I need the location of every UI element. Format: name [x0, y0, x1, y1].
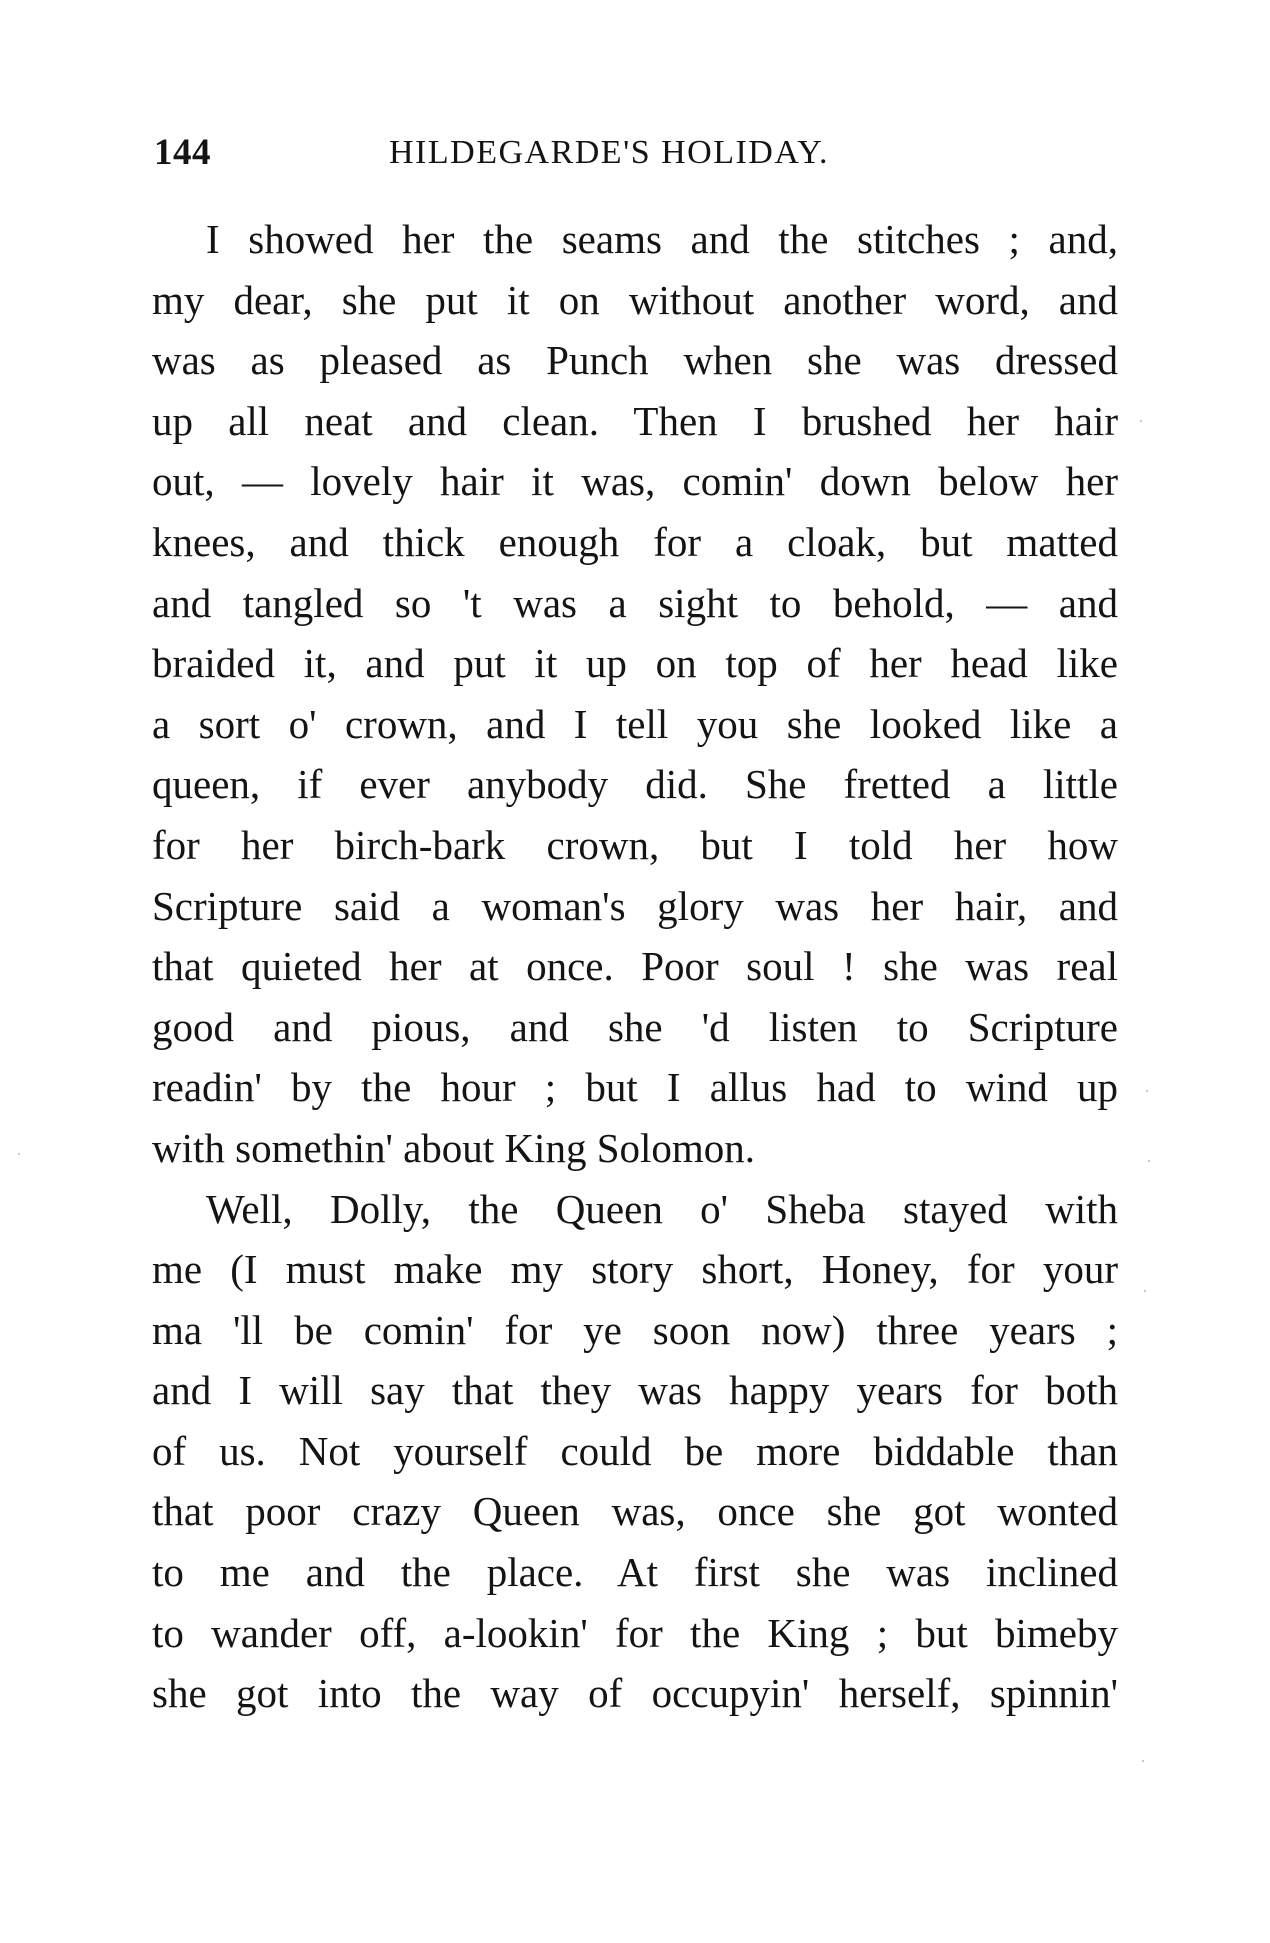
text-line: braided it, and put it up on top of her head like	[152, 640, 1118, 687]
text-line: with somethin' about King Solomon.	[152, 1124, 756, 1171]
text-line: and I will say that they was happy years for both	[152, 1367, 1118, 1414]
text-line: good and pious, and she 'd listen to Scripture	[152, 1003, 1118, 1050]
text-line: of us. Not yourself could be more biddable than	[152, 1427, 1118, 1474]
running-head	[154, 128, 1114, 178]
text-line: Well, Dolly, the Queen o' Sheba stayed with	[206, 1185, 1118, 1232]
text-line: that quieted her at once. Poor soul ! she was real	[152, 943, 1118, 990]
text-line: to me and the place. At first she was inclined	[152, 1549, 1118, 1596]
scan-speck	[1144, 1290, 1146, 1292]
scan-speck	[1148, 1160, 1150, 1162]
text-line: out, — lovely hair it was, comin' down below her	[152, 458, 1118, 505]
text-line: me (I must make my story short, Honey, for your	[152, 1246, 1118, 1293]
text-line: Scripture said a woman's glory was her hair, and	[152, 882, 1118, 929]
text-line: I showed her the seams and the stitches ; and,	[206, 216, 1118, 262]
body-text	[152, 209, 1118, 1724]
text-line: up all neat and clean. Then I brushed her hair	[152, 397, 1118, 444]
page-number: 144	[154, 132, 211, 173]
text-line: to wander off, a-lookin' for the King ; but bimeby	[152, 1609, 1118, 1656]
running-title: HILDEGARDE'S HOLIDAY.	[389, 134, 829, 171]
text-line: readin' by the hour ; but I allus had to wind up	[152, 1064, 1118, 1111]
text-line: ma 'll be comin' for ye soon now) three years ;	[152, 1306, 1118, 1353]
text-line: my dear, she put it on without another word, and	[152, 276, 1118, 323]
scan-speck	[1140, 420, 1142, 422]
text-line: knees, and thick enough for a cloak, but matted	[152, 518, 1118, 565]
scan-speck	[1142, 1760, 1144, 1762]
text-line: was as pleased as Punch when she was dressed	[152, 337, 1118, 384]
text-line: she got into the way of occupyin' herself, spinnin'	[152, 1670, 1118, 1717]
text-line: that poor crazy Queen was, once she got wonted	[152, 1488, 1118, 1535]
text-line: for her birch-bark crown, but I told her how	[152, 821, 1118, 868]
text-line: queen, if ever anybody did. She fretted a little	[152, 761, 1118, 808]
scan-speck	[1146, 1090, 1148, 1092]
text-line: a sort o' crown, and I tell you she looked like a	[152, 700, 1118, 747]
scan-speck	[18, 1153, 20, 1155]
text-line: and tangled so 't was a sight to behold, — and	[152, 579, 1118, 626]
